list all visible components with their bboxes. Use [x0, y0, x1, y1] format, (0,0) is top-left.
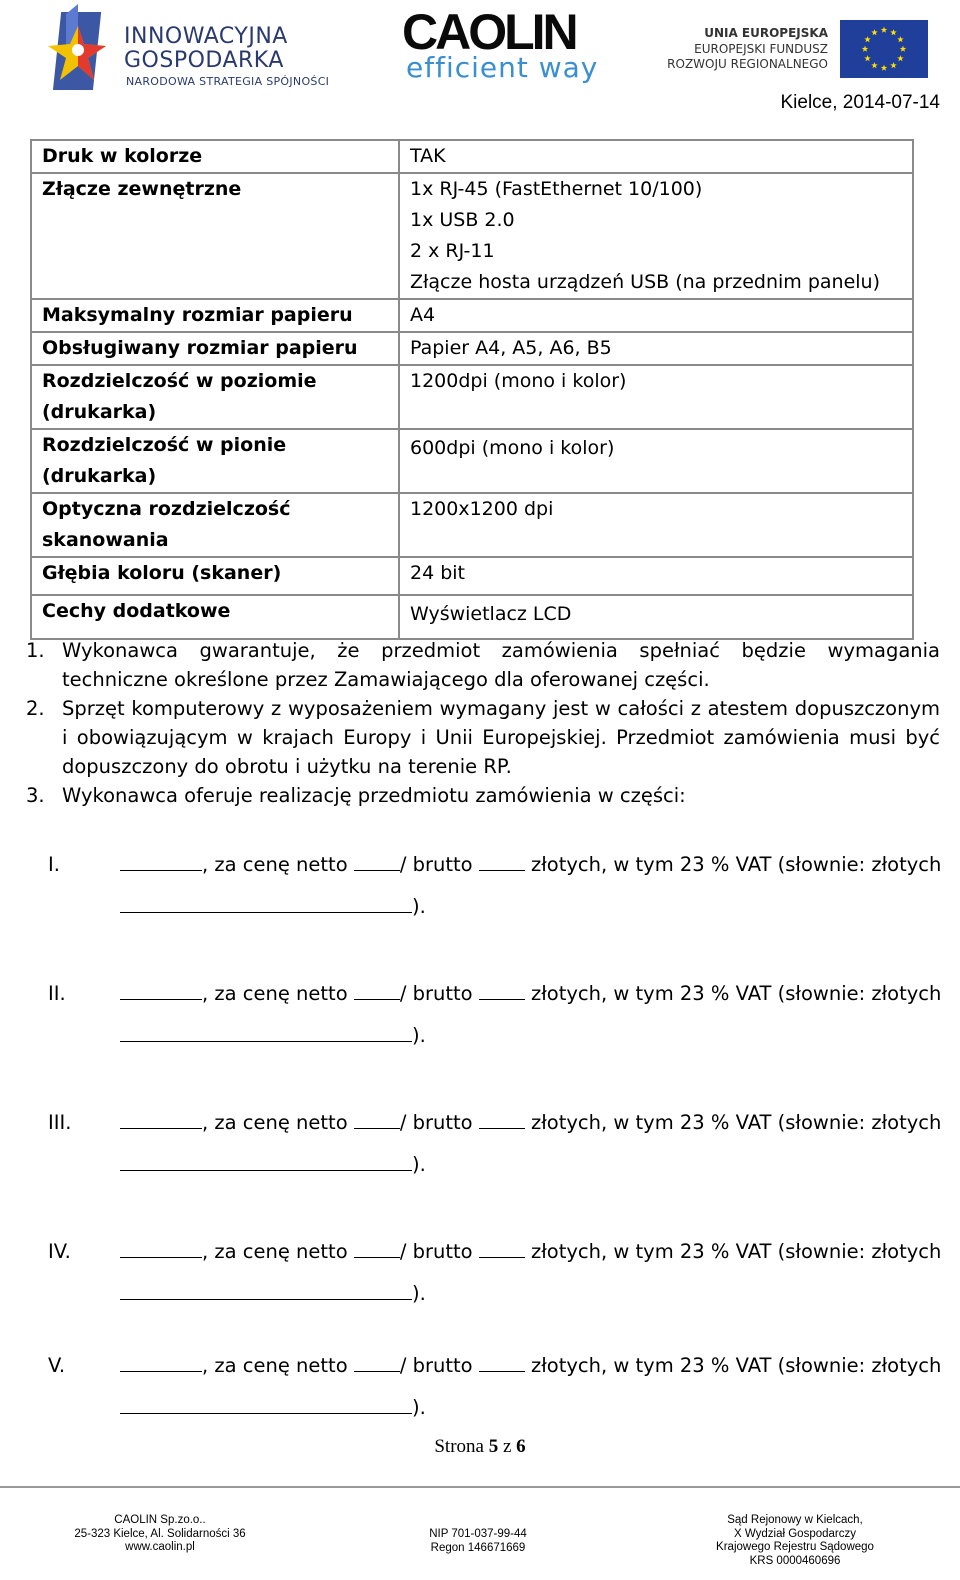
- blank-brutto-price: [479, 852, 525, 871]
- list-item-text: Sprzęt komputerowy z wyposażeniem wymagany jest w całości z atestem dopuszczonym i obowiązującym w krajach Europy i Unii Europejskiej. Przedmiot zamówienia musi być dopuszczony do obrotu i użytku na terenie RP.: [62, 697, 940, 778]
- eu-line1: UNIA EUROPEJSKA: [704, 26, 828, 40]
- page-number-prefix: Strona: [434, 1436, 489, 1457]
- offer-part: [48, 1237, 940, 1327]
- blank-netto-price: [354, 1239, 400, 1258]
- blank-netto-price: [354, 1110, 400, 1129]
- part-number: II.: [48, 982, 66, 1005]
- list-item-number: 3.: [26, 784, 45, 807]
- blank-netto-price: [354, 852, 400, 871]
- blank-part-name: [120, 1110, 202, 1129]
- eu-logo: [667, 20, 932, 80]
- place-date: Kielce, 2014-07-14: [780, 92, 940, 113]
- list-item: [26, 694, 940, 781]
- blank-part-name: [120, 852, 202, 871]
- list-item-text: Wykonawca gwarantuje, że przedmiot zamówienia spełniać będzie wymagania techniczne określone przez Zamawiającego dla oferowanej części.: [62, 639, 940, 691]
- caolin-wordmark: CAOLIN: [402, 4, 576, 60]
- part-text-brutto: / brutto: [399, 1240, 479, 1263]
- blank-brutto-price: [479, 1110, 525, 1129]
- spec-label: Maksymalny rozmiar papieru: [31, 299, 399, 332]
- spec-value: [399, 299, 913, 332]
- list-item-number: 1.: [26, 639, 45, 662]
- blank-amount-words: [120, 1152, 412, 1171]
- part-text-brutto: / brutto: [399, 853, 479, 876]
- caolin-tagline: efficient way: [406, 51, 599, 84]
- part-words-line: [120, 892, 426, 922]
- spec-value-line: Złącze hosta urządzeń USB (na przednim panelu): [410, 271, 880, 293]
- offer-part: [48, 979, 940, 1069]
- part-words-line: [120, 1279, 426, 1309]
- part-text-vat: złotych, w tym 23 % VAT (słownie: złotych: [524, 1111, 942, 1134]
- list-item-number: 2.: [26, 697, 45, 720]
- spec-label: Optyczna rozdzielczość skanowania: [31, 493, 399, 557]
- page-header: [0, 0, 960, 120]
- spec-label: Druk w kolorze: [31, 140, 399, 173]
- part-text-vat: złotych, w tym 23 % VAT (słownie: złotych: [524, 853, 942, 876]
- footer-line: www.caolin.pl: [125, 1541, 195, 1553]
- spec-row: [31, 429, 913, 493]
- offer-part: [48, 1108, 940, 1198]
- part-text-netto: , za cenę netto: [202, 1111, 354, 1134]
- spec-value: [399, 332, 913, 365]
- page-number-total: 6: [516, 1436, 526, 1457]
- footer-company: [60, 1514, 260, 1555]
- spec-row: [31, 173, 913, 299]
- footer-court: [680, 1514, 910, 1568]
- page-number-sep: z: [498, 1436, 517, 1457]
- part-text-netto: , za cenę netto: [202, 1240, 354, 1263]
- spec-value-line: Papier A4, A5, A6, B5: [410, 337, 612, 359]
- footer-line: Krajowego Rejestru Sądowego: [716, 1541, 874, 1553]
- spec-row: [31, 332, 913, 365]
- spec-value-line: 1x RJ-45 (FastEthernet 10/100): [410, 178, 703, 200]
- footer-divider: [0, 1486, 960, 1488]
- eu-line3: ROZWOJU REGIONALNEGO: [667, 57, 828, 71]
- blank-part-name: [120, 1353, 202, 1372]
- ig-star-icon: [48, 4, 112, 92]
- blank-amount-words: [120, 894, 412, 913]
- spec-value: [399, 557, 913, 595]
- blank-amount-words: [120, 1023, 412, 1042]
- spec-value-line: A4: [410, 304, 436, 326]
- innowacyjna-gospodarka-logo: [48, 4, 338, 94]
- part-text-vat: złotych, w tym 23 % VAT (słownie: złotych: [524, 1354, 942, 1377]
- spec-label: Rozdzielczość w poziomie (drukarka): [31, 365, 399, 429]
- footer-ids: [398, 1528, 558, 1555]
- spec-value-line: TAK: [410, 145, 446, 167]
- footer-line: NIP 701-037-99-44: [429, 1528, 527, 1540]
- footer-line: 25-323 Kielce, Al. Solidarności 36: [74, 1527, 246, 1540]
- ig-line2: GOSPODARKA: [124, 48, 284, 73]
- spec-value: [399, 173, 913, 299]
- blank-brutto-price: [479, 1239, 525, 1258]
- part-closing: ).: [412, 1024, 426, 1047]
- blank-netto-price: [354, 1353, 400, 1372]
- footer-line: KRS 0000460696: [749, 1554, 841, 1567]
- footer-line: CAOLIN Sp.zo.o..: [114, 1514, 206, 1526]
- footer-line: Sąd Rejonowy w Kielcach,: [727, 1514, 863, 1526]
- offer-part: [48, 850, 940, 940]
- spec-value-line: 1x USB 2.0: [410, 209, 515, 231]
- spec-row: [31, 595, 913, 639]
- part-number: IV.: [48, 1240, 71, 1263]
- spec-row: [31, 493, 913, 557]
- part-text-vat: złotych, w tym 23 % VAT (słownie: złotych: [524, 1240, 942, 1263]
- part-words-line: [120, 1150, 426, 1180]
- spec-value: [399, 429, 913, 493]
- part-closing: ).: [412, 1153, 426, 1176]
- spec-label: Obsługiwany rozmiar papieru: [31, 332, 399, 365]
- page-number: [0, 1436, 960, 1458]
- spec-value-line: 1200x1200 dpi: [410, 498, 554, 520]
- part-text-netto: , za cenę netto: [202, 853, 354, 876]
- spec-label: Złącze zewnętrzne: [31, 173, 399, 299]
- part-text-netto: , za cenę netto: [202, 982, 354, 1005]
- spec-value: [399, 140, 913, 173]
- list-item: [26, 636, 940, 694]
- part-words-line: [120, 1393, 426, 1423]
- part-price-line: [120, 1351, 940, 1381]
- blank-netto-price: [354, 981, 400, 1000]
- spec-value-line: 1200dpi (mono i kolor): [410, 370, 627, 392]
- part-text-netto: , za cenę netto: [202, 1354, 354, 1377]
- part-price-line: [120, 1237, 940, 1267]
- part-number: I.: [48, 853, 60, 876]
- spec-row: [31, 557, 913, 595]
- page-number-current: 5: [488, 1436, 499, 1457]
- conditions-list: [26, 636, 940, 810]
- part-price-line: [120, 979, 940, 1009]
- part-price-line: [120, 850, 940, 880]
- blank-part-name: [120, 1239, 202, 1258]
- part-closing: ).: [412, 895, 426, 918]
- spec-label: Rozdzielczość w pionie (drukarka): [31, 429, 399, 493]
- spec-value-line: 2 x RJ-11: [410, 240, 495, 262]
- blank-amount-words: [120, 1395, 412, 1414]
- list-item-text: Wykonawca oferuje realizację przedmiotu zamówienia w części:: [62, 784, 686, 807]
- offer-part: [48, 1351, 940, 1441]
- spec-row: [31, 365, 913, 429]
- eu-line2: EUROPEJSKI FUNDUSZ: [694, 42, 828, 56]
- ig-line1: INNOWACYJNA: [124, 24, 288, 49]
- blank-amount-words: [120, 1281, 412, 1300]
- part-closing: ).: [412, 1282, 426, 1305]
- part-closing: ).: [412, 1396, 426, 1419]
- spec-value-line: Wyświetlacz LCD: [410, 603, 572, 625]
- part-text-brutto: / brutto: [399, 1354, 479, 1377]
- footer-line: X Wydział Gospodarczy: [734, 1527, 856, 1540]
- part-text-vat: złotych, w tym 23 % VAT (słownie: złotych: [524, 982, 942, 1005]
- part-words-line: [120, 1021, 426, 1051]
- caolin-logo: [402, 4, 607, 90]
- part-number: V.: [48, 1354, 66, 1377]
- part-price-line: [120, 1108, 940, 1138]
- spec-label: Głębia koloru (skaner): [31, 557, 399, 595]
- spec-row: [31, 299, 913, 332]
- spec-table: [30, 139, 914, 640]
- footer-line: Regon 146671669: [430, 1541, 526, 1554]
- spec-value: [399, 595, 913, 639]
- part-number: III.: [48, 1111, 72, 1134]
- spec-value: [399, 493, 913, 557]
- spec-row: [31, 140, 913, 173]
- blank-brutto-price: [479, 981, 525, 1000]
- part-text-brutto: / brutto: [399, 982, 479, 1005]
- spec-value-line: 600dpi (mono i kolor): [410, 437, 615, 459]
- spec-value: [399, 365, 913, 429]
- blank-brutto-price: [479, 1353, 525, 1372]
- part-text-brutto: / brutto: [399, 1111, 479, 1134]
- spec-label: Cechy dodatkowe: [31, 595, 399, 639]
- ig-line3: NARODOWA STRATEGIA SPÓJNOŚCI: [126, 75, 330, 88]
- list-item: [26, 781, 940, 810]
- blank-part-name: [120, 981, 202, 1000]
- eu-flag-icon: [840, 20, 928, 78]
- spec-value-line: 24 bit: [410, 562, 466, 584]
